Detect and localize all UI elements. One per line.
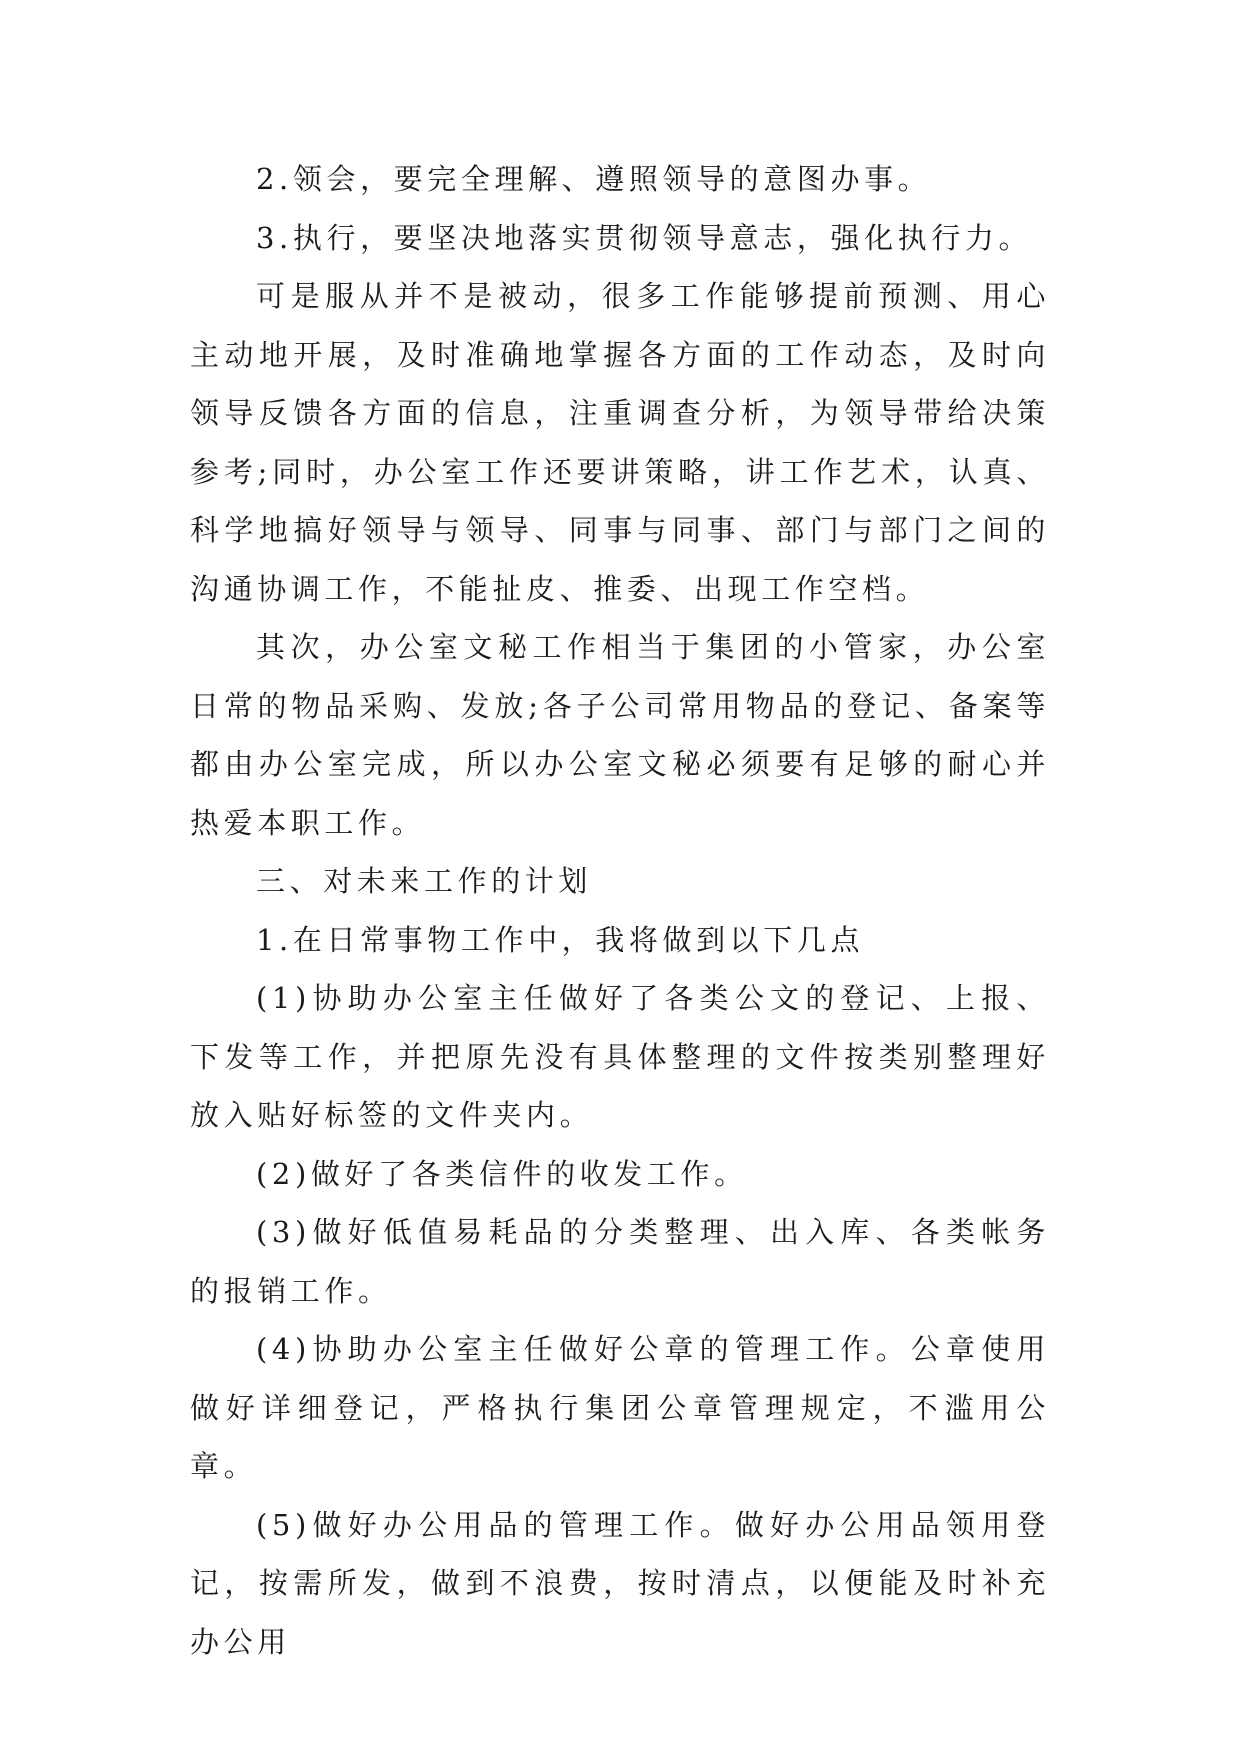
- paragraph-3: 可是服从并不是被动，很多工作能够提前预测、用心主动地开展，及时准确地掌握各方面的工作动态，及时向领导反馈各方面的信息，注重调查分析，为领导带给决策参考;同时，办公室工作还要讲策略，讲工作艺术，认真、科学地搞好领导与领导、同事与同事、部门与部门之间的沟通协调工作，不能扯皮、推委、出现工作空档。: [190, 279, 1050, 606]
- paragraph-1: 2.领会，要完全理解、遵照领导的意图办事。: [256, 162, 932, 196]
- paragraph-9: (3)做好低值易耗品的分类整理、出入库、各类帐务的报销工作。: [190, 1215, 1050, 1308]
- document-page: [190, 150, 1050, 1671]
- paragraph-6: 1.在日常事物工作中，我将做到以下几点: [256, 922, 865, 957]
- paragraph-11: (5)做好办公用品的管理工作。做好办公用品领用登记，按需所发，做到不浪费，按时清点，以便能及时补充办公用: [190, 1507, 1050, 1659]
- paragraph-2: 3.执行，要坚决地落实贯彻领导意志，强化执行力。: [256, 220, 1033, 255]
- paragraph-10: (4)协助办公室主任做好公章的管理工作。公章使用做好详细登记，严格执行集团公章管理规定，不滥用公章。: [190, 1332, 1050, 1483]
- paragraph-8: (2)做好了各类信件的收发工作。: [256, 1156, 748, 1191]
- section-heading: 三、对未来工作的计划: [256, 864, 593, 898]
- paragraph-4: 其次，办公室文秘工作相当于集团的小管家，办公室日常的物品采购、发放;各子公司常用物品的登记、备案等都由办公室完成，所以办公室文秘必须要有足够的耐心并热爱本职工作。: [190, 630, 1050, 840]
- paragraph-7: (1)协助办公室主任做好了各类公文的登记、上报、下发等工作，并把原先没有具体整理的文件按类别整理好放入贴好标签的文件夹内。: [190, 981, 1050, 1132]
